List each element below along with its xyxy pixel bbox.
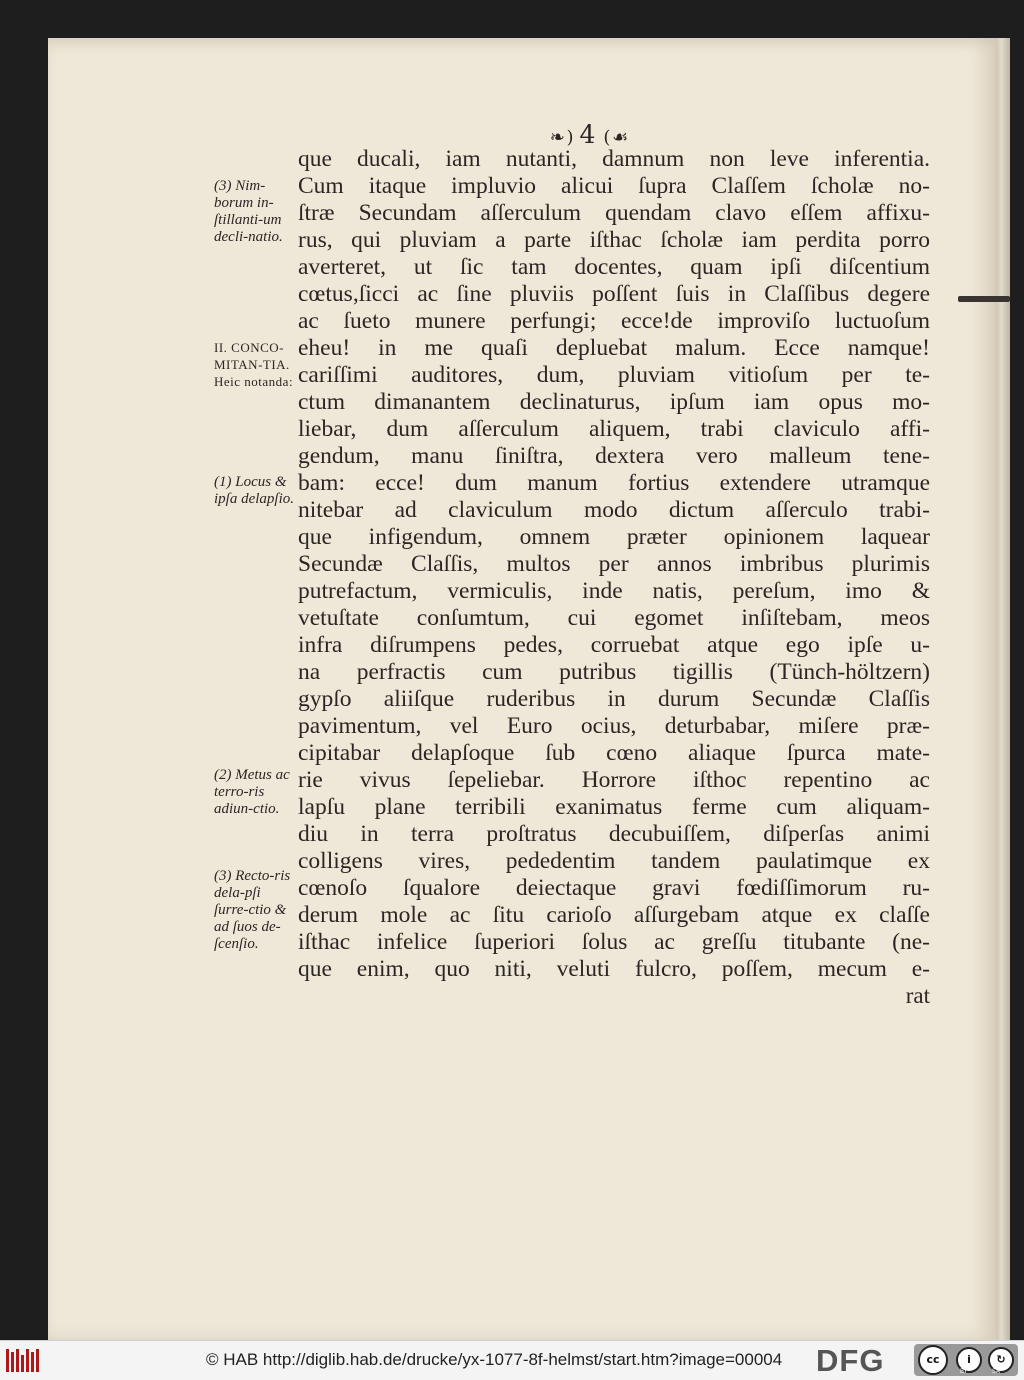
book-page (48, 38, 996, 1340)
text-line: que ducali, iam nutanti, damnum non leve inferentia. (298, 146, 930, 172)
text-line: ctum dimanantem declinaturus, ipſum iam opus mo- (298, 389, 930, 415)
text-line: cipitabar delapſoque ſub cœno aliaque ſpurca mate- (298, 740, 930, 766)
text-line: Cum itaque impluvio alicui ſupra Claſſem ſcholæ no- (298, 173, 930, 199)
share-alike-icon: ↻ (988, 1347, 1014, 1373)
text-line: eheu! in me quaſi depluebat malum. Ecce namque! (298, 335, 930, 361)
margin-note: (1) Locus & ipſa delapſio. (214, 474, 294, 507)
text-line: cariſſimi auditores, dum, pluviam vitioſum per te- (298, 362, 930, 388)
text-line: vetuſtate conſumtum, cui egomet inſiſtebam, meos (298, 605, 930, 631)
text-line: gendum, manu ſiniſtra, dextera vero malleum tene- (298, 443, 930, 469)
text-area (48, 38, 996, 1340)
text-line: colligens vires, pededentim tandem paulatimque ex (298, 848, 930, 874)
text-line: nitebar ad claviculum modo dictum aſſerculo trabi- (298, 497, 930, 523)
text-line: que infigendum, omnem præter opinionem laquear (298, 524, 930, 550)
text-line: que enim, quo niti, veluti fulcro, poſſem, mecum e- (298, 956, 930, 982)
text-line: Secundæ Claſſis, multos per annos imbribus plurimis (298, 551, 930, 577)
text-line: cœtus,ſicci ac ſine pluviis poſſent ſuis in Claſſibus degere (298, 281, 930, 307)
by-label: BY (960, 1368, 968, 1375)
text-line: na perfractis cum putribus tigillis (Tünch-höltzern) (298, 659, 930, 685)
text-line: pavimentum, vel Euro ocius, deturbabar, miſere præ- (298, 713, 930, 739)
ornament-right: ( ☙ (603, 127, 627, 148)
margin-note: (2) Metus ac terro-ris adiun-ctio. (214, 767, 290, 817)
cc-icon: cc (918, 1345, 948, 1375)
page-tab-marker (958, 296, 1010, 302)
text-line: putrefactum, vermiculis, inde natis, pereſum, imo & (298, 578, 930, 604)
footer-bar (0, 1340, 1024, 1380)
text-line: rie vivus ſepeliebar. Horrore iſthoc repentino ac (298, 767, 930, 793)
text-line: liebar, dum aſſerculum aliquem, trabi claviculo affi- (298, 416, 930, 442)
text-line: derum mole ac ſitu carioſo aſſurgebam atque ex claſſe (298, 902, 930, 928)
cc-license-badge[interactable] (914, 1344, 1018, 1376)
text-line: cœnoſo ſqualore deiectaque gravi fœdiſſimorum ru- (298, 875, 930, 901)
text-line: rus, qui pluviam a parte iſthac ſcholæ iam perdita porro (298, 227, 930, 253)
text-line: gypſo aliiſque ruderibus in durum Secundæ Claſſis (298, 686, 930, 712)
text-line: averteret, ut ſic tam docentes, quam ipſi diſcentium (298, 254, 930, 280)
by-attribution-icon: i (956, 1347, 982, 1373)
sa-label: SA (992, 1368, 1001, 1375)
page-spine-edge (996, 38, 1010, 1340)
text-line: iſthac infelice ſuperiori ſolus ac greſſu titubante (ne- (298, 929, 930, 955)
text-line: bam: ecce! dum manum fortius extendere utramque (298, 470, 930, 496)
text-line: diu in terra proſtratus decubuiſſem, diſperſas animi (298, 821, 930, 847)
text-line: ſtræ Secundam aſſerculum quendam clavo eſſem affixu- (298, 200, 930, 226)
library-barcode-icon (6, 1347, 40, 1374)
ornament-left: ❧ ) (549, 127, 572, 148)
text-line: infra diſrumpens pedes, corruebat atque ego ipſe u- (298, 632, 930, 658)
catchword: rat (905, 983, 930, 1008)
margin-note: (3) Nim-borum in-ſtillanti-um decli-natio. (214, 178, 283, 245)
text-line: ac ſueto munere perfungi; ecce!de improviſo luctuoſum (298, 308, 930, 334)
margin-note: II. CONCO-MITAN-TIA. Heic notanda: (214, 340, 294, 389)
dfg-logo: DFG (816, 1343, 885, 1378)
page-number: 4 (579, 120, 596, 149)
margin-note: (3) Recto-ris dela-pſi ſurre-ctio & ad ſuos de-ſcenſio. (214, 868, 291, 952)
copyright-link[interactable]: © HAB http://diglib.hab.de/drucke/yx-1077-8f-helmst/start.htm?image=00004 (206, 1350, 783, 1369)
text-line: lapſu plane terribili exanimatus ferme cum aliquam- (298, 794, 930, 820)
